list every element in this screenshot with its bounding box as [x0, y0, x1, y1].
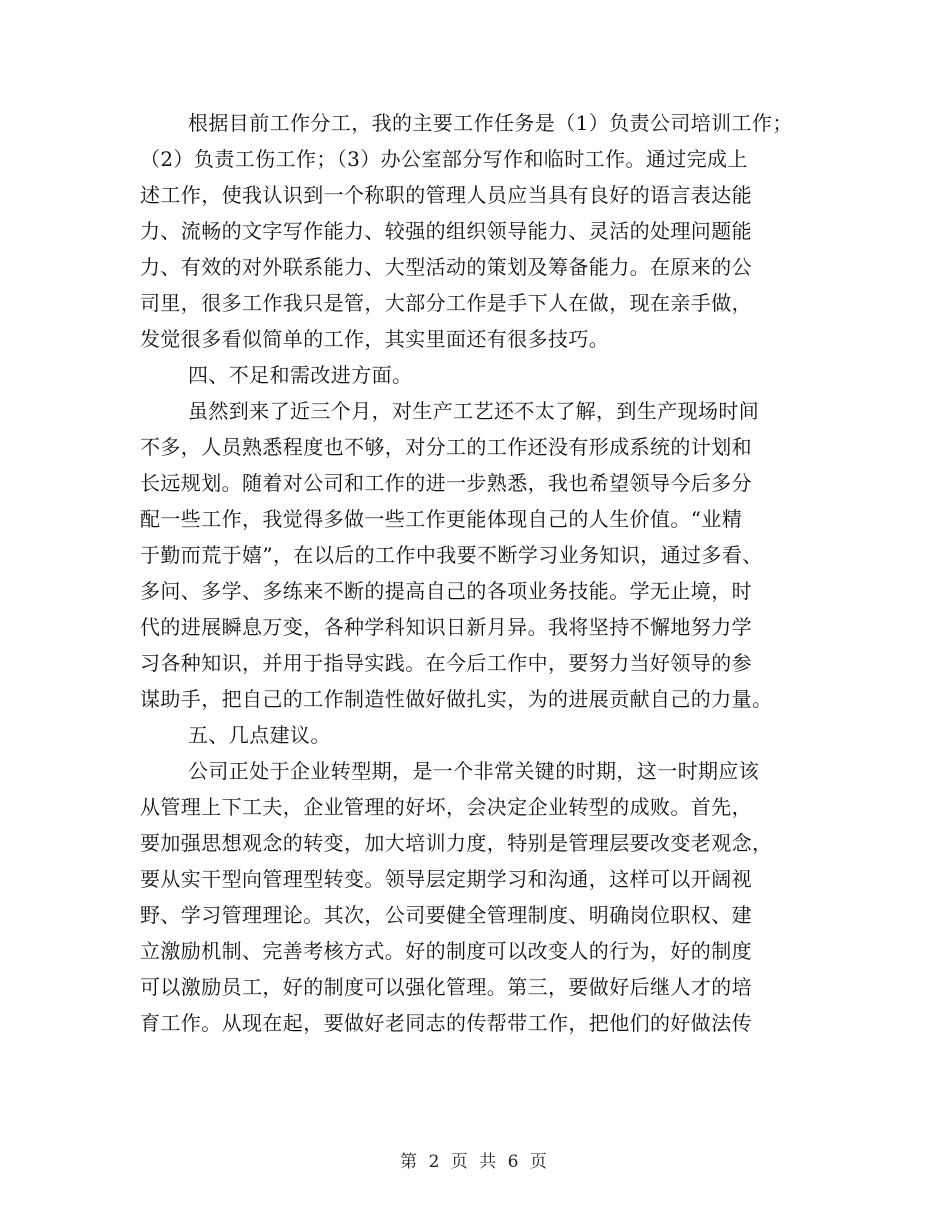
text-line: 长远规划。随着对公司和工作的进一步熟悉，我也希望领导今后多分	[140, 471, 752, 495]
text-line: 从管理上下工夫，企业管理的好坏，会决定企业转型的成败。首先，	[140, 795, 752, 819]
text-line: 发觉很多看似简单的工作，其实里面还有很多技巧。	[140, 327, 610, 351]
text-line: 力、有效的对外联系能力、大型活动的策划及筹备能力。在原来的公	[140, 255, 752, 279]
section-heading: 四、不足和需改进方面。	[188, 363, 413, 387]
text-line: 可以激励员工，好的制度可以强化管理。第三，要做好后继人才的培	[140, 975, 752, 999]
page-number-footer: 第 2 页 共 6 页	[400, 1152, 550, 1172]
text-line: 谋助手，把自己的工作制造性做好做扎实，为的进展贡献自己的力量。	[140, 687, 773, 711]
text-line: 述工作，使我认识到一个称职的管理人员应当具有良好的语言表达能	[140, 183, 752, 207]
text-line: 司里，很多工作我只是管，大部分工作是手下人在做，现在亲手做，	[140, 291, 752, 315]
text-line: 不多，人员熟悉程度也不够，对分工的工作还没有形成系统的计划和	[140, 435, 752, 459]
text-line: 于勤而荒于嬉”，在以后的工作中我要不断学习业务知识，通过多看、	[140, 543, 763, 567]
text-line: 力、流畅的文字写作能力、较强的组织领导能力、灵活的处理问题能	[140, 219, 752, 243]
section-heading: 五、几点建议。	[188, 723, 331, 747]
text-line: 习各种知识，并用于指导实践。在今后工作中，要努力当好领导的参	[140, 651, 752, 675]
text-line: 要加强思想观念的转变，加大培训力度，特别是管理层要改变老观念，	[140, 831, 773, 855]
text-line: 虽然到来了近三个月，对生产工艺还不太了解，到生产现场时间	[188, 399, 760, 423]
text-line: 要从实干型向管理型转变。领导层定期学习和沟通，这样可以开阔视	[140, 867, 752, 891]
text-line: 立激励机制、完善考核方式。好的制度可以改变人的行为，好的制度	[140, 939, 752, 963]
text-line: （2）负责工伤工作；（3）办公室部分写作和临时工作。通过完成上	[140, 147, 748, 171]
text-line: 多问、多学、多练来不断的提高自己的各项业务技能。学无止境，时	[140, 579, 752, 603]
text-line: 野、学习管理理论。其次，公司要健全管理制度、明确岗位职权、建	[140, 903, 752, 927]
text-line: 育工作。从现在起，要做好老同志的传帮带工作，把他们的好做法传	[140, 1011, 752, 1035]
text-line: 公司正处于企业转型期，是一个非常关键的时期，这一时期应该	[188, 759, 760, 783]
text-line: 配一些工作，我觉得多做一些工作更能体现自己的人生价值。“业精	[140, 507, 743, 531]
text-line: 代的进展瞬息万变，各种学科知识日新月异。我将坚持不懈地努力学	[140, 615, 752, 639]
text-line: 根据目前工作分工，我的主要工作任务是（1）负责公司培训工作；	[188, 111, 793, 135]
